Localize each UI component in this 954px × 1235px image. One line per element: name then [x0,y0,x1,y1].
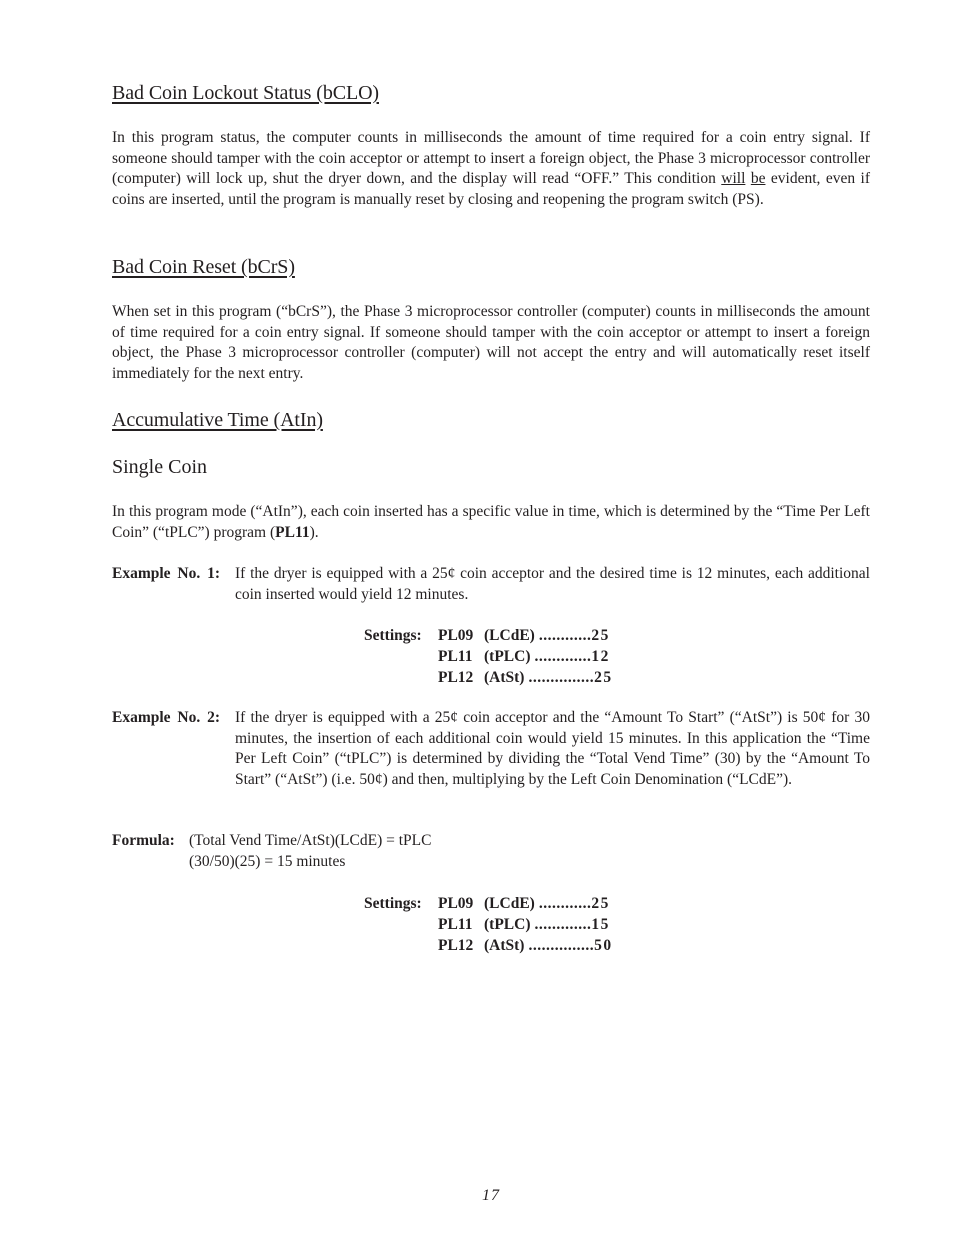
bclo-text-part2: evident, even if coins are inserted, until the program is manually reset by closing and reopening the program switch (PS). [112,170,870,209]
section-heading-bclo: Bad Coin Lockout Status (bCLO) [112,82,379,104]
section-heading-bcrs: Bad Coin Reset (bCrS) [112,256,295,278]
settings-row [364,914,613,935]
settings-row [364,893,613,914]
param-name: (AtSt) [484,937,525,954]
section-paragraph-bcrs: When set in this program (“bCrS”), the Phase 3 microprocessor controller (computer) counts in milliseconds the amount of time required for a coin entry signal. If someone should tamper with the coin acceptor or attempt to insert a foreign object, the Phase 3 microprocessor controller (computer) will not accept the entry and will automatically reset itself immediately for the next entry. [112,303,870,383]
example-1-label: Example No. 1: [112,565,221,582]
param-code: PL11 [438,648,473,665]
settings-row [364,667,613,688]
example-1-text: If the dryer is equipped with a 25¢ coin acceptor and the desired time is 12 minutes, each additional coin inserted would yield 12 minutes. [235,565,870,603]
param-name: (LCdE) [484,627,535,644]
formula-label: Formula: [112,832,175,849]
manual-page [112,0,870,1235]
param-code: PL12 [438,937,474,954]
param-code: PL09 [438,895,474,912]
param-value: 25 [591,627,610,644]
settings-row [364,625,613,646]
param-name: (tPLC) [484,648,531,665]
atin-text-bold: PL11 [275,523,310,541]
example-2 [112,708,870,791]
bclo-text-be: be [750,170,766,188]
param-name: (AtSt) [484,669,525,686]
param-value: 50 [594,937,613,954]
atin-text-part1: In this program mode (“AtIn”), each coin inserted has a specific value in time, which is determined by the “Time Per Left Coin” (“tPLC”) program ( [112,503,870,541]
leader-dots: ............ [538,895,592,912]
leader-dots: ............... [528,937,595,954]
leader-dots: ............... [528,669,595,686]
example-1 [112,564,870,605]
subheading-single-coin: Single Coin [112,456,208,478]
formula-line-2: (30/50)(25) = 15 minutes [189,852,346,870]
atin-text-part2: ). [309,523,319,541]
settings-label: Settings: [364,627,422,644]
param-code: PL12 [438,669,474,686]
example-2-label: Example No. 2: [112,709,221,726]
settings-block-2 [364,893,613,956]
page-number: 17 [482,1187,500,1204]
leader-dots: ............ [538,627,592,644]
example-2-text: If the dryer is equipped with a 25¢ coin acceptor and the “Amount To Start” (“AtSt”) is 50¢ for 30 minutes, the insertion of each additional coin would yield 15 minutes. In this application the “Time Per Left Coin” (“tPLC”) is determined by dividing the “Total Vend Time” (30) by the “Amount To Start” (“AtSt”) (i.e. 50¢) and then, multiplying by the Left Coin Denomination (“LCdE”). [235,709,870,789]
settings-row [364,646,613,667]
bclo-text-will: will [721,170,746,188]
leader-dots: ............. [534,648,592,665]
section-paragraph-bclo [112,128,870,211]
param-code: PL09 [438,627,474,644]
bclo-text-part1: In this program status, the computer counts in milliseconds the amount of time required for a coin entry signal. If someone should tamper with the coin acceptor or attempt to insert a foreign object, the Phase 3 microprocessor controller (computer) will lock up, shut the dryer down, and the display will read “OFF.” This condition [112,129,870,188]
settings-block-1 [364,625,613,688]
param-name: (tPLC) [484,916,531,933]
settings-label: Settings: [364,895,422,912]
param-value: 15 [591,916,610,933]
param-code: PL11 [438,916,473,933]
leader-dots: ............. [534,916,592,933]
section-heading-atin: Accumulative Time (AtIn) [112,409,323,431]
formula-block [112,831,870,872]
settings-row [364,935,613,956]
param-value: 25 [591,895,610,912]
param-name: (LCdE) [484,895,535,912]
section-paragraph-atin [112,502,870,543]
formula-line-1: (Total Vend Time/AtSt)(LCdE) = tPLC [189,832,432,849]
param-value: 12 [591,648,610,665]
param-value: 25 [594,669,613,686]
